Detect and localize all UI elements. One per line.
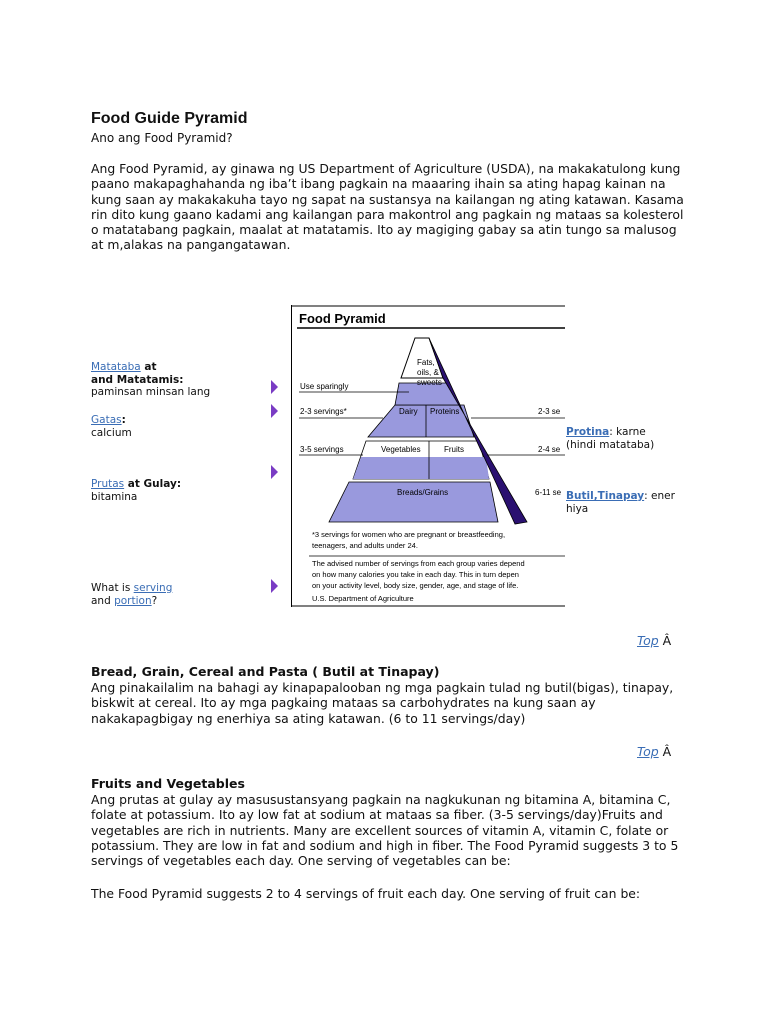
section-heading-fruits: Fruits and Vegetables <box>91 776 245 791</box>
footnote-line2: teenagers, and adults under 24. <box>312 541 418 550</box>
footnote-line1: *3 servings for women who are pregnant or breastfeeding, <box>312 530 506 539</box>
advised-line1: The advised number of servings from each group varies depend <box>312 559 525 568</box>
serving-link[interactable]: serving <box>133 582 173 594</box>
label-fruits-veg <box>91 478 181 503</box>
dairy-label-rest: : <box>121 414 126 426</box>
arrow-fruits-icon <box>271 465 278 479</box>
breads-label: Breads/Grains <box>397 488 449 497</box>
grains-label-line2: hiya <box>566 502 589 515</box>
page-title: Food Guide Pyramid <box>91 110 248 127</box>
fats-label-line3: paminsan minsan lang <box>91 386 211 398</box>
label-protein <box>566 426 654 451</box>
bread-servings-label: 6-11 se <box>535 488 562 497</box>
vegetables-label: Vegetables <box>381 445 421 454</box>
fats-line3: sweets <box>417 378 442 387</box>
closing-paragraph: The Food Pyramid suggests 2 to 4 servings of fruit each day. One serving of fruit can be: <box>91 886 641 901</box>
label-serving <box>91 582 172 607</box>
fats-label-rest: at <box>140 361 157 373</box>
serving-post: ? <box>151 594 158 607</box>
matataba-link[interactable]: Matataba <box>91 361 141 373</box>
advised-line4: U.S. Department of Agriculture <box>312 594 414 603</box>
veg-servings-label: 3-5 servings <box>300 445 344 454</box>
page-subtitle: Ano ang Food Pyramid? <box>91 131 233 145</box>
dairy-servings-label: 2-3 servings* <box>300 407 347 416</box>
top-link-row-1 <box>637 633 671 648</box>
label-dairy <box>91 414 132 439</box>
serving-mid: and <box>91 594 115 607</box>
dairy-label-line2: calcium <box>91 426 132 439</box>
portion-link[interactable]: portion <box>114 594 152 607</box>
fats-label-line2: and Matatamis: <box>91 373 184 386</box>
fruits-label-rest: at Gulay: <box>124 478 182 490</box>
intro-paragraph: Ang Food Pyramid, ay ginawa ng US Department of Agriculture (USDA), na makakatulong kung paano makapaghahanda ng iba’t ibang pagkain na maaaring ihain sa ating hapag kainan na kung saan ay makakakuha tayo ng sapat na sustansya na kailangan ng ating katawan. Kasama rin dito kung gaano kadami ang kailangan para makontrol ang pagkain ng mataas sa kolesterol o matatabang pagkain, maalat at matatamis. Ito ay magiging gabay sa atin tungo sa malusog at m,alakas na pangangatawan. <box>91 161 684 253</box>
top-link[interactable]: Top <box>637 744 659 759</box>
section-body-bread: Ang pinakailalim na bahagi ay kinapapalooban ng mga pagkain tulad ng butil(bigas), tinapay, biskwit at cereal. Ito ay mga pagkaing mataas sa carbohydrates na kung saan ay nakakapagbigay ng enerhiya sa ating katawan. (6 to 11 servings/day) <box>91 680 674 726</box>
serving-pre: What is <box>91 582 134 594</box>
food-pyramid-figure <box>291 305 565 607</box>
protein-label-line2: (hindi matataba) <box>566 438 655 451</box>
arrow-dairy-icon <box>271 404 278 418</box>
food-pyramid-svg <box>291 305 565 607</box>
butil-tinapay-link[interactable]: Butil,Tinapay <box>566 490 645 502</box>
fruits-label: Fruits <box>444 445 464 454</box>
label-grains <box>566 490 675 515</box>
section-heading-bread: Bread, Grain, Cereal and Pasta ( Butil at Tinapay) <box>91 664 440 679</box>
tier-veg-fill <box>353 457 489 479</box>
dairy-label: Dairy <box>399 407 418 416</box>
label-fats-sweets <box>91 361 210 399</box>
top-link-row-2 <box>637 744 671 759</box>
section-body-fruits: Ang prutas at gulay ay masusustansyang pagkain na nagkukunan ng bitamina A, bitamina C, folate at potassium. Ito ay low fat at sodium at mataas sa fiber. (3-5 servings/day)Fruits and vegetables are rich in nutrients. Many are excellent sources of vitamin A, vitamin C, folate or potassium. They are low in fat and sodium and high in fiber. The Food Pyramid suggests 3 to 5 servings of vegetables each day. One serving of vegetables can be: <box>91 792 679 869</box>
protein-servings-label: 2-3 se <box>538 407 561 416</box>
gatas-link[interactable]: Gatas <box>91 414 122 426</box>
arrow-fats-icon <box>271 380 278 394</box>
top-link-suffix: Â <box>658 633 672 648</box>
grains-label-rest: : ener <box>644 490 675 502</box>
fats-line2: oils, & <box>417 368 439 377</box>
prutas-link[interactable]: Prutas <box>91 478 125 490</box>
advised-line2: on how many calories you take in each day. This in turn depen <box>312 570 519 579</box>
proteins-label: Proteins <box>430 407 460 416</box>
fruits-label-line2: bitamina <box>91 490 138 503</box>
use-sparingly-label: Use sparingly <box>300 382 349 391</box>
top-link[interactable]: Top <box>637 633 659 648</box>
protina-link[interactable]: Protina <box>566 426 610 438</box>
fats-line1: Fats, <box>417 358 435 367</box>
advised-line3: on your activity level, body size, gender, age, and stage of life. <box>312 581 519 590</box>
top-link-suffix: Â <box>658 744 672 759</box>
fruit-servings-label: 2-4 se <box>538 445 561 454</box>
figure-title: Food Pyramid <box>299 311 386 326</box>
arrow-serving-icon <box>271 579 278 593</box>
protein-label-rest: : karne <box>609 426 646 438</box>
